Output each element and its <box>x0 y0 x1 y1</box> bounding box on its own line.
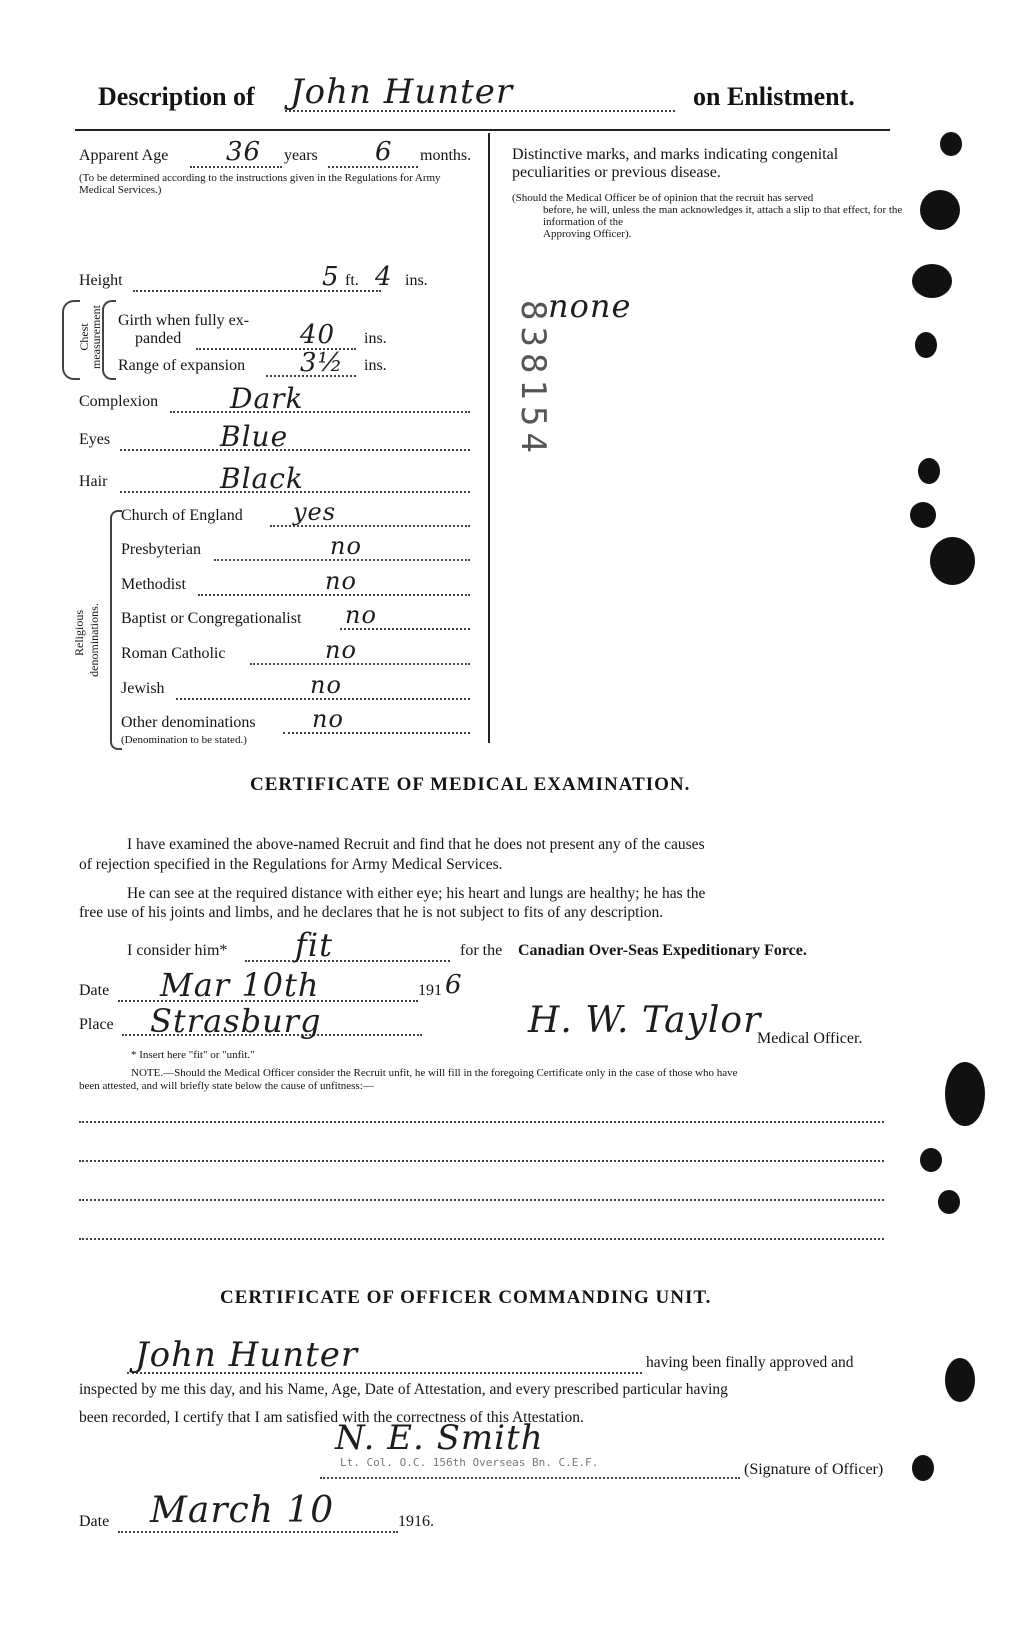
recruit-name: John Hunter <box>290 72 514 112</box>
medical-officer-signature: H. W. Taylor <box>528 1000 762 1041</box>
unfit-line-2 <box>79 1160 884 1162</box>
height-line <box>133 290 381 292</box>
religion-value-5: no <box>310 671 342 699</box>
height-label: Height <box>79 272 123 289</box>
religion-value-0: yes <box>293 498 337 526</box>
religion-label-1: Presbyterian <box>121 541 201 558</box>
height-ins-value: 4 <box>375 262 393 292</box>
religion-label-5: Jewish <box>121 680 165 697</box>
binder-hole-mark <box>912 1455 934 1481</box>
chest-inner-brace <box>102 300 116 380</box>
medical-year-value: 6 <box>445 970 463 1000</box>
religion-label-0: Church of England <box>121 507 243 524</box>
complexion-value: Dark <box>230 382 304 415</box>
height-ins-label: ins. <box>405 272 428 289</box>
religion-label-6: Other denominations <box>121 714 256 731</box>
distinctive-heading-2: peculiarities or previous disease. <box>512 164 721 181</box>
column-divider <box>488 133 490 743</box>
commanding-title: CERTIFICATE OF OFFICER COMMANDING UNIT. <box>220 1287 712 1308</box>
religion-label-4: Roman Catholic <box>121 645 226 662</box>
religion-line-4 <box>250 663 470 665</box>
commanding-year-label: 1916. <box>398 1513 434 1530</box>
religion-value-6: no <box>312 705 344 733</box>
age-note: (To be determined according to the instructions given in the Regulations for Army Medical Services.) <box>79 172 441 196</box>
name-line <box>285 110 675 112</box>
signature-of-officer-label: (Signature of Officer) <box>744 1461 884 1478</box>
consider-value: fit <box>295 926 333 964</box>
unfit-line-3 <box>79 1199 884 1201</box>
binder-hole-mark <box>915 332 937 358</box>
complexion-line <box>170 411 470 413</box>
range-value: 3½ <box>300 348 344 378</box>
religion-value-2: no <box>325 567 357 595</box>
height-ft-value: 5 <box>322 262 340 292</box>
commanding-date-value: March 10 <box>150 1490 335 1531</box>
regimental-number-stamp: 838154 <box>513 300 553 459</box>
girth-label-1: Girth when fully ex- <box>118 312 250 329</box>
distinctive-value: none <box>548 287 632 325</box>
binder-hole-mark <box>920 1148 942 1172</box>
insert-note: * Insert here "fit" or "unfit." <box>131 1049 255 1061</box>
consider-label: I consider him* <box>127 942 228 959</box>
hair-value: Black <box>220 462 304 495</box>
force-name: Canadian Over-Seas Expeditionary Force. <box>518 942 807 959</box>
distinctive-heading-1: Distinctive marks, and marks indicating congenital <box>512 146 839 163</box>
age-months-line <box>328 166 418 168</box>
age-months-value: 6 <box>375 137 393 167</box>
commanding-date-line <box>118 1531 398 1533</box>
distinctive-note-1: (Should the Medical Officer be of opinion that the recruit has served <box>512 192 814 204</box>
religion-label-3: Baptist or Congregationalist <box>121 610 302 627</box>
girth-ins-label: ins. <box>364 330 387 347</box>
medical-para1-b: of rejection specified in the Regulations for Army Medical Services. <box>79 856 503 873</box>
medical-note-2: been attested, and will briefly state below the cause of unfitness:— <box>79 1080 374 1092</box>
eyes-label: Eyes <box>79 431 111 448</box>
binder-hole-mark <box>940 132 962 156</box>
commanding-signature-line <box>320 1477 740 1479</box>
ft-label: ft. <box>345 272 359 289</box>
commanding-name-value: John Hunter <box>135 1335 359 1375</box>
girth-label-2: panded <box>135 330 182 347</box>
header-description-of: Description of <box>98 82 255 111</box>
header-on-enlistment: on Enlistment. <box>693 82 855 111</box>
place-value: Strasburg <box>150 1002 322 1040</box>
medical-date-value: Mar 10th <box>160 966 320 1004</box>
medical-officer-label: Medical Officer. <box>757 1030 863 1047</box>
medical-note-1: NOTE.—Should the Medical Officer consider the Recruit unfit, he will fill in the foregoing Certificate only in the case of those who have <box>131 1067 738 1079</box>
religion-side-label-1: Religious <box>72 610 86 657</box>
binder-hole-mark <box>945 1358 975 1402</box>
commanding-text-2: inspected by me this day, and his Name, Age, Date of Attestation, and every prescribed particular having <box>79 1381 728 1398</box>
medical-date-label: Date <box>79 982 110 999</box>
medical-para2-a: He can see at the required distance with either eye; his heart and lungs are healthy; he has the <box>127 885 706 902</box>
medical-year-prefix: 191 <box>418 982 442 999</box>
binder-hole-mark <box>938 1190 960 1214</box>
girth-value: 40 <box>300 320 336 350</box>
age-years-value: 36 <box>226 137 262 167</box>
medical-title: CERTIFICATE OF MEDICAL EXAMINATION. <box>250 774 691 795</box>
months-label: months. <box>420 147 472 164</box>
distinctive-note-2: before, he will, unless the man acknowledges it, attach a slip to that effect, for the information of the <box>543 204 903 228</box>
eyes-line <box>120 449 470 451</box>
hair-label: Hair <box>79 473 108 490</box>
years-label: years <box>284 147 318 164</box>
distinctive-note-3: Approving Officer). <box>543 228 632 240</box>
religion-value-1: no <box>330 532 362 560</box>
commanding-date-label: Date <box>79 1513 110 1530</box>
range-label: Range of expansion <box>118 357 246 374</box>
binder-hole-mark <box>945 1062 985 1126</box>
binder-hole-mark <box>930 537 975 585</box>
religion-side-label-2: denominations. <box>87 603 101 677</box>
unfit-line-4 <box>79 1238 884 1240</box>
binder-hole-mark <box>918 458 940 484</box>
commanding-text-1: having been finally approved and <box>646 1354 854 1371</box>
commanding-signature: N. E. Smith <box>335 1418 544 1458</box>
binder-hole-mark <box>912 264 952 298</box>
religion-value-4: no <box>325 636 357 664</box>
complexion-label: Complexion <box>79 393 159 410</box>
apparent-age-label: Apparent Age <box>79 147 169 164</box>
for-the-label: for the <box>460 942 503 959</box>
consider-line <box>245 960 450 962</box>
medical-para1-a: I have examined the above-named Recruit and find that he does not present any of the causes <box>127 836 705 853</box>
religion-other-note: (Denomination to be stated.) <box>121 734 247 746</box>
range-ins-label: ins. <box>364 357 387 374</box>
binder-hole-mark <box>910 502 936 528</box>
religion-value-3: no <box>345 601 377 629</box>
religion-label-2: Methodist <box>121 576 186 593</box>
medical-para2-b: free use of his joints and limbs, and he declares that he is not subject to fits of any description. <box>79 904 664 921</box>
commanding-text-3: been recorded, I certify that I am satisfied with the correctness of this Attestation. <box>79 1409 584 1426</box>
binder-hole-mark <box>920 190 960 230</box>
header-rule <box>75 129 890 131</box>
place-label: Place <box>79 1016 114 1033</box>
eyes-value: Blue <box>220 420 289 453</box>
chest-label: Chest measurement <box>77 305 103 369</box>
commanding-stamp: Lt. Col. O.C. 156th Overseas Bn. C.E.F. <box>340 1456 599 1469</box>
unfit-line-1 <box>79 1121 884 1123</box>
